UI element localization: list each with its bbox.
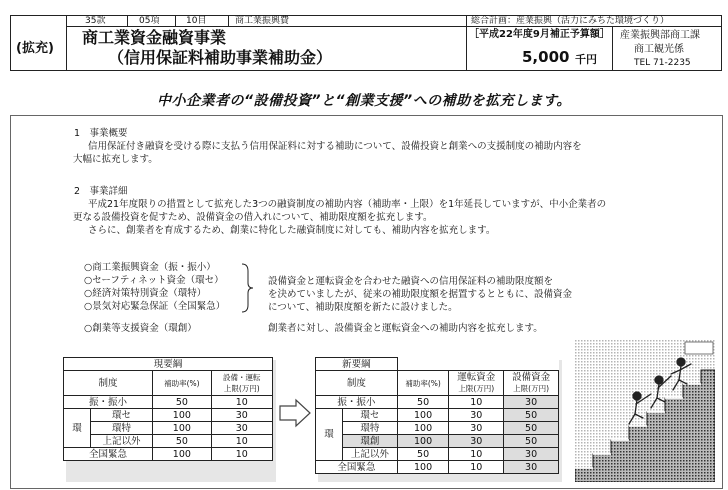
old-row-limit: 30 — [211, 422, 272, 435]
table-row — [64, 435, 273, 448]
section2-title: 2 事業詳細 — [74, 186, 128, 197]
table-row — [64, 396, 273, 409]
new-table-header-operating-2: 上限(万円) — [458, 384, 495, 393]
old-row-rate: 50 — [153, 435, 211, 448]
new-row-equipment: 30 — [504, 396, 559, 409]
budget-unit: 千円 — [575, 53, 597, 66]
old-row-system: 上記以外 — [91, 435, 153, 448]
fund-item-keizai: ○経済対策特別資金（環特） — [84, 288, 207, 299]
old-table-header-rate: 補助率(%) — [153, 371, 211, 396]
new-row-system: 振・振小 — [316, 396, 398, 409]
old-table-header-limit — [211, 371, 272, 396]
new-table-header-operating — [449, 371, 504, 396]
old-row-limit: 10 — [211, 396, 272, 409]
new-row-equipment: 50 — [504, 422, 559, 435]
table-row — [64, 409, 273, 422]
new-table-header-system: 制度 — [316, 371, 398, 396]
fund-item-safety: ○セーフティネット資金（環セ） — [84, 275, 224, 286]
new-table-header-rate: 補助率(%) — [397, 371, 449, 396]
new-row-operating: 10 — [449, 461, 504, 474]
old-row-rate: 100 — [153, 448, 211, 461]
new-row-group: 環 — [316, 409, 343, 461]
new-row-system: 上記以外 — [343, 448, 398, 461]
budget-value: 5,000 — [522, 48, 570, 66]
budget-label: ［平成22年度9月補正予算額］ — [469, 29, 610, 40]
dept-section: 商工観光係 — [634, 44, 684, 55]
expansion-tag: (拡充) — [16, 41, 54, 56]
right-arrow-icon — [278, 398, 312, 428]
new-row-rate: 50 — [397, 448, 449, 461]
section1-line2: 大幅に拡充します。 — [73, 154, 158, 165]
new-row-equipment: 50 — [504, 435, 559, 448]
old-table-header-system: 制度 — [64, 371, 153, 396]
table-row — [64, 448, 273, 461]
new-row-system: 環特 — [343, 422, 398, 435]
startup-desc: 創業者に対し、設備資金と運転資金への補助内容を拡充します。 — [268, 323, 543, 334]
section1-title: 1 事業概要 — [74, 128, 128, 139]
code-expense: 商工業振興費 — [235, 16, 290, 26]
fund-item-shinko: ○商工業振興資金（振・振小） — [84, 262, 216, 273]
funds-desc-line1: 設備資金と運転資金を合わせた融資への信用保証料の補助限度額を — [268, 276, 554, 287]
section2-line1: 平成21年度限りの措置として拡充した3つの融資制度の補助内容（補助率・上限）を1年延長していますが、中小企業者の — [88, 199, 607, 210]
plan-label: 総合計画：産業振興（活力にみちた環境づくり） — [471, 16, 670, 26]
table-row — [316, 435, 559, 448]
new-row-system: 全国緊急 — [316, 461, 398, 474]
table-row — [316, 396, 559, 409]
new-row-rate: 100 — [397, 461, 449, 474]
old-row-rate: 100 — [153, 422, 211, 435]
section2-line2: 更なる設備投資を促すため、設備資金の借入れについて、補助限度額を拡充します。 — [73, 212, 433, 223]
old-row-system: 環特 — [91, 422, 153, 435]
new-table-header-equipment — [504, 371, 559, 396]
old-row-rate: 100 — [153, 409, 211, 422]
page-subtitle: （信用保証料補助事業補助金） — [108, 48, 333, 67]
old-row-limit: 10 — [211, 448, 272, 461]
old-row-system: 振・振小 — [64, 396, 153, 409]
fund-item-sougyou: ○創業等支援資金（環創） — [84, 323, 197, 334]
new-table-header-equipment-2: 上限(万円) — [513, 384, 550, 393]
new-row-operating: 10 — [449, 448, 504, 461]
new-row-rate: 50 — [397, 396, 449, 409]
page-title: 商工業資金融資事業 — [82, 28, 227, 47]
stairs-climbing-illustration — [575, 340, 715, 482]
code-moku: 10目 — [186, 16, 207, 26]
old-row-system: 全国緊急 — [64, 448, 153, 461]
new-row-equipment: 30 — [504, 461, 559, 474]
new-row-system: 環創 — [343, 435, 398, 448]
old-row-rate: 50 — [153, 396, 211, 409]
new-row-rate: 100 — [397, 409, 449, 422]
headline: 中小企業者の“設備投資”と“創業支援”への補助を拡充します。 — [157, 93, 571, 109]
new-row-operating: 30 — [449, 409, 504, 422]
new-row-operating: 30 — [449, 422, 504, 435]
dept-name: 産業振興部商工課 — [620, 30, 700, 41]
new-table-header-equipment-1: 設備資金 — [512, 372, 551, 383]
new-row-rate: 100 — [397, 422, 449, 435]
new-row-system: 環セ — [343, 409, 398, 422]
old-table-header-limit-1: 設備・運転 — [223, 373, 261, 382]
code-kan: 35款 — [85, 16, 106, 26]
new-table-caption: 新要綱 — [316, 358, 398, 371]
section2-line3: さらに、創業者を育成するため、創業に特化した融資制度に対しても、補助内容を拡充します。 — [88, 225, 496, 236]
new-table — [315, 357, 559, 474]
new-row-equipment: 30 — [504, 448, 559, 461]
table-row — [316, 409, 559, 422]
new-row-operating: 30 — [449, 435, 504, 448]
old-row-limit: 30 — [211, 409, 272, 422]
section1-line1: 信用保証付き融資を受ける際に支払う信用保証料に対する補助について、設備投資と創業への支援制度の補助内容を — [88, 141, 582, 152]
old-table — [63, 357, 273, 461]
new-row-rate: 100 — [397, 435, 449, 448]
table-row — [64, 422, 273, 435]
dept-tel: TEL 71-2235 — [634, 58, 691, 68]
old-table-header-limit-2: 上限(万円) — [223, 384, 260, 393]
old-row-system: 環セ — [91, 409, 153, 422]
old-row-group: 環 — [64, 409, 91, 448]
table-row — [316, 461, 559, 474]
fund-item-kinkyu: ○景気対応緊急保証（全国緊急） — [84, 301, 226, 312]
old-table-caption: 現要綱 — [64, 358, 273, 371]
code-kou: 05項 — [139, 16, 160, 26]
new-row-operating: 10 — [449, 396, 504, 409]
funds-desc-line3: について、補助限度額を新たに設けました。 — [268, 302, 458, 313]
table-row — [316, 448, 559, 461]
old-row-limit: 10 — [211, 435, 272, 448]
new-table-header-operating-1: 運転資金 — [457, 372, 496, 383]
brace-icon — [240, 263, 254, 313]
new-row-equipment: 50 — [504, 409, 559, 422]
funds-desc-line2: を決めていましたが、従来の補助限度額を据置するとともに、設備資金 — [268, 289, 573, 300]
table-row — [316, 422, 559, 435]
